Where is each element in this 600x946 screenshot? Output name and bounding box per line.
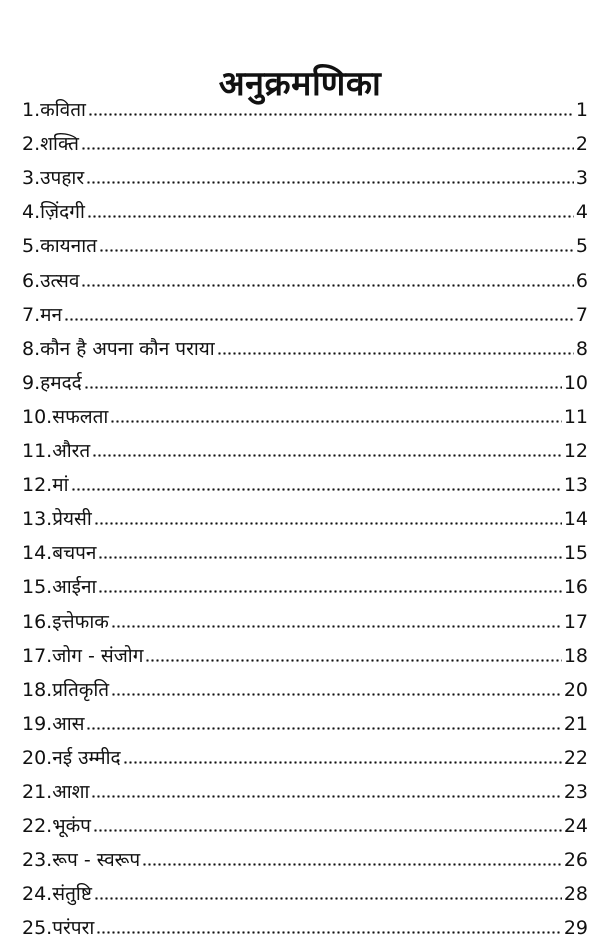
dot-leader [96, 930, 562, 935]
toc-entry-page-number: 20 [563, 678, 588, 701]
dot-leader [94, 896, 562, 901]
toc-entry [22, 293, 588, 327]
toc-entry-page-number: 29 [563, 917, 588, 940]
toc-entry-number: 5. [22, 235, 41, 258]
toc-entry [22, 804, 588, 838]
dot-leader [145, 658, 561, 663]
toc-entry-title: प्रेयसी [52, 508, 92, 531]
toc-entry-title: भूकंप [52, 815, 91, 838]
dot-leader [142, 862, 562, 867]
dot-leader [81, 283, 574, 288]
page-title: अनुक्रमणिका [218, 63, 382, 104]
dot-leader [88, 112, 574, 117]
toc-entry-page-number: 14 [563, 508, 588, 531]
toc-entry-number: 10. [22, 405, 53, 428]
dot-leader [110, 419, 561, 424]
toc-entry-page-number: 1 [575, 99, 588, 122]
toc-entry-number: 9. [22, 371, 41, 394]
toc-entry-title: परंपरा [52, 917, 95, 940]
toc-entry [22, 736, 588, 770]
toc-entry [22, 599, 588, 633]
toc-entry-page-number: 12 [563, 440, 588, 463]
toc-entry-page-number: 26 [563, 849, 588, 872]
toc-entry-number: 20. [22, 746, 53, 769]
toc-entry-page-number: 4 [575, 201, 588, 224]
toc-entry [22, 88, 588, 122]
toc-entry [22, 463, 588, 497]
toc-entry-number: 18. [22, 678, 53, 701]
toc-entry-page-number: 10 [563, 371, 588, 394]
toc-entry [22, 258, 588, 292]
toc-entry-title: नई उम्मीद [52, 746, 121, 769]
toc-entry-number: 22. [22, 815, 53, 838]
toc-entry-page-number: 3 [575, 167, 588, 190]
toc-entry-number: 23. [22, 849, 53, 872]
dot-leader [81, 146, 574, 151]
toc-entry-page-number: 13 [563, 474, 588, 497]
toc-entry [22, 429, 588, 463]
toc-entry-page-number: 5 [575, 235, 588, 258]
dot-leader [93, 828, 562, 833]
dot-leader [91, 794, 561, 799]
toc-entry-title: औरत [52, 440, 91, 463]
toc-entry-number: 25. [22, 917, 53, 940]
toc-entry-title: आस [52, 712, 85, 735]
toc-entry-page-number: 21 [563, 712, 588, 735]
dot-leader [99, 248, 574, 253]
toc-entry [22, 497, 588, 531]
toc-entry-number: 13. [22, 508, 53, 531]
dot-leader [92, 453, 562, 458]
toc-entry-number: 17. [22, 644, 53, 667]
toc-entry [22, 224, 588, 258]
toc-entry-page-number: 16 [563, 576, 588, 599]
toc-entry-number: 3. [22, 167, 41, 190]
toc-entry [22, 361, 588, 395]
toc-entry-title: आईना [52, 576, 97, 599]
toc-entry [22, 838, 588, 872]
dot-leader [98, 589, 561, 594]
toc-entry-number: 7. [22, 303, 41, 326]
toc-entry-title: कौन है अपना कौन पराया [40, 337, 215, 360]
toc-entry-title: जोग - संजोग [52, 644, 144, 667]
toc-entry-number: 6. [22, 269, 41, 292]
toc-entry-page-number: 23 [563, 780, 588, 803]
toc-entry-page-number: 2 [575, 133, 588, 156]
toc-entry-number: 21. [22, 780, 53, 803]
dot-leader [71, 487, 562, 492]
toc-entry-page-number: 18 [563, 644, 588, 667]
toc-entry [22, 770, 588, 804]
dot-leader [217, 351, 574, 356]
toc-entry-title: संतुष्टि [52, 883, 92, 906]
toc-entry-number: 15. [22, 576, 53, 599]
toc-entry-page-number: 11 [563, 405, 588, 428]
dot-leader [87, 214, 574, 219]
toc-entry-number: 4. [22, 201, 41, 224]
toc-entry [22, 122, 588, 156]
toc-entry-number: 11. [22, 440, 53, 463]
toc-entry-number: 2. [22, 133, 41, 156]
toc-entry-page-number: 24 [563, 815, 588, 838]
toc-entry-title: इत्तेफाक [52, 610, 109, 633]
toc-entry-page-number: 8 [575, 337, 588, 360]
toc-entry-title: मन [40, 303, 63, 326]
dot-leader [86, 180, 574, 185]
toc-entry-title: आशा [52, 780, 90, 803]
toc-entry-number: 1. [22, 99, 41, 122]
toc-entry-title: उपहार [40, 167, 85, 190]
toc-entry [22, 565, 588, 599]
dot-leader [94, 521, 562, 526]
toc-entry [22, 327, 588, 361]
toc-entry [22, 702, 588, 736]
toc-entry-title: शक्ति [40, 133, 79, 156]
toc-entry-number: 24. [22, 883, 53, 906]
toc-entry-page-number: 6 [575, 269, 588, 292]
toc-entry [22, 634, 588, 668]
toc-entry-page-number: 15 [563, 542, 588, 565]
toc-entry-page-number: 22 [563, 746, 588, 769]
toc-entry-number: 16. [22, 610, 53, 633]
toc-entry-title: मां [52, 474, 69, 497]
dot-leader [64, 317, 574, 322]
toc-entry [22, 668, 588, 702]
toc-entry-page-number: 17 [563, 610, 588, 633]
toc-entry-page-number: 7 [575, 303, 588, 326]
toc-entry [22, 531, 588, 565]
dot-leader [111, 624, 562, 629]
toc-entry-title: बचपन [52, 542, 97, 565]
toc-entry-title: कायनात [40, 235, 97, 258]
toc-entry [22, 156, 588, 190]
toc-entry [22, 190, 588, 224]
toc-entry [22, 395, 588, 429]
dot-leader [86, 726, 561, 731]
dot-leader [123, 760, 562, 765]
toc-entry-title: प्रतिकृति [52, 678, 110, 701]
toc-entry-title: रूप - स्वरूप [52, 849, 141, 872]
toc-entry-title: कविता [40, 99, 86, 122]
toc-entry-number: 8. [22, 337, 41, 360]
toc-entry-title: उत्सव [40, 269, 80, 292]
toc-entry-title: हमदर्द [40, 371, 82, 394]
toc-entry-number: 19. [22, 712, 53, 735]
dot-leader [111, 692, 562, 697]
dot-leader [98, 555, 561, 560]
toc-entry-title: ज़िंदगी [40, 201, 85, 224]
toc-entry-number: 14. [22, 542, 53, 565]
toc-entry-number: 12. [22, 474, 53, 497]
toc-entry-title: सफलता [52, 405, 109, 428]
dot-leader [84, 385, 562, 390]
toc-entry [22, 906, 588, 940]
toc-entry-page-number: 28 [563, 883, 588, 906]
toc-list [22, 88, 588, 940]
toc-entry [22, 872, 588, 906]
